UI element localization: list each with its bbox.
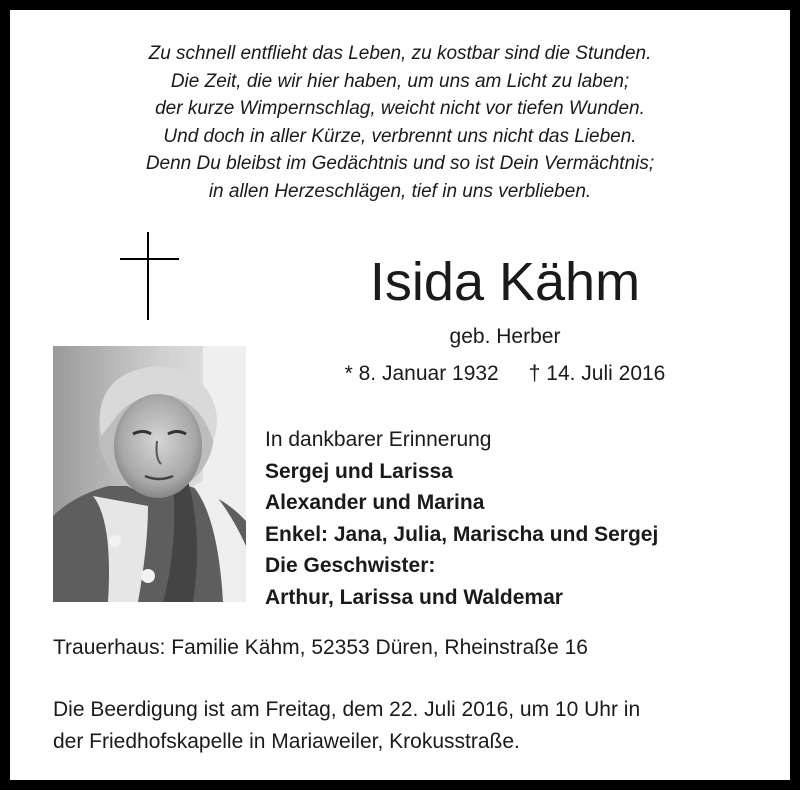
poem-line: der kurze Wimpernschlag, weicht nicht vor tiefen Wunden.	[155, 98, 645, 119]
funeral-line: Die Beerdigung ist am Freitag, dem 22. Juli 2016, um 10 Uhr in	[53, 698, 641, 721]
mourner-line: Die Geschwister:	[265, 554, 436, 578]
birth-date: * 8. Januar 1932	[344, 362, 499, 385]
mourners-list	[265, 424, 658, 614]
mourner-line: Sergej und Larissa	[265, 459, 453, 483]
mourners-intro: In dankbarer Erinnerung	[265, 428, 492, 451]
poem	[10, 40, 790, 205]
death-date: † 14. Juli 2016	[528, 362, 666, 385]
poem-line: Und doch in aller Kürze, verbrennt uns nicht das Lieben.	[163, 125, 637, 147]
poem-line: in allen Herzeschlägen, tief in uns verblieben.	[208, 180, 592, 202]
cross-icon	[120, 232, 180, 322]
mourner-line: Alexander und Marina	[265, 491, 485, 515]
poem-line: Die Zeit, die wir hier haben, um uns am Licht zu laben;	[170, 70, 630, 92]
deceased-name: Isida Kähm	[369, 252, 641, 312]
life-dates	[250, 360, 760, 388]
mourner-line: Arthur, Larissa und Waldemar	[265, 585, 563, 609]
poem-line: Zu schnell entflieht das Leben, zu kostbar sind die Stunden.	[148, 43, 652, 64]
funeral-line: der Friedhofskapelle in Mariaweiler, Krokusstraße.	[53, 730, 520, 753]
mourning-house: Trauerhaus: Familie Kähm, 52353 Düren, Rheinstraße 16	[53, 636, 588, 659]
mourner-line: Enkel: Jana, Julia, Marischa und Sergej	[265, 522, 659, 546]
maiden-name: geb. Herber	[449, 325, 561, 348]
poem-line: Denn Du bleibst im Gedächtnis und so ist Dein Vermächtnis;	[145, 153, 655, 174]
funeral-info	[53, 694, 773, 758]
portrait-photo	[53, 346, 246, 602]
